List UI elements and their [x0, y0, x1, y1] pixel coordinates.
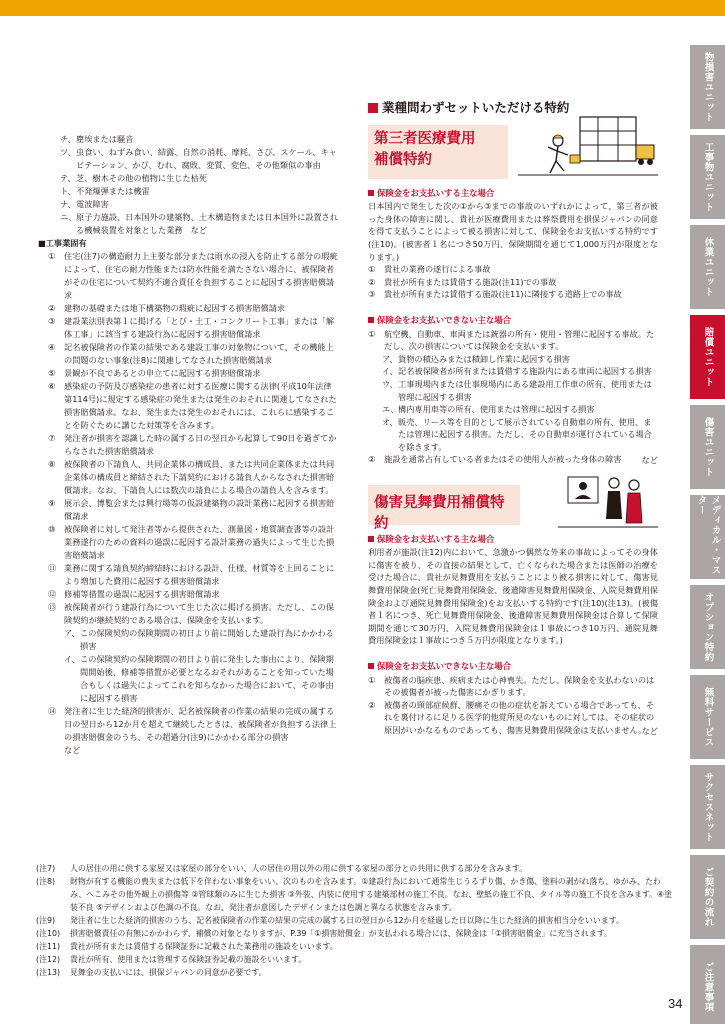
list-marker: ③ [48, 316, 56, 326]
side-tab-label: メディカル・マスター [695, 495, 721, 575]
list-marker: イ、 [382, 366, 398, 377]
box1-title: 第三者医療費用 補償特約 [368, 125, 508, 179]
footnote-label: (注7) [36, 864, 56, 873]
box1-nopay-heading: 保険金をお支払いできない主な場合 [368, 314, 658, 327]
top-color-bar [0, 0, 725, 16]
side-tab-label: ご契約の流れ [702, 867, 714, 927]
list-marker: ⑧ [48, 459, 56, 469]
side-tab-label: オプション特約 [702, 592, 714, 662]
footnote-text: 発注者に生じた経済的損害のうち、記名被保険者の作業の結果の完成の属する日の翌日から12か月を経過した日以降に生じた経済的損害相当分をいいます。 [70, 916, 624, 925]
list-item [48, 367, 338, 380]
box1-pay-text: 日本国内で発生した次の①から③までの事故のいずれかによって、第三者が被った身体の障害に関し、貴社が医療費用または葬祭費用を損保ジャパンの同意を得て支払うことによって被る損害に対して、保険金をお支払いする特約です(注10)。(被害者１名につき50万円、保険期間を通じて1,000万円が限度となります。) [368, 201, 658, 262]
list-marker: ⑥ [48, 381, 56, 391]
list-item [48, 497, 338, 523]
footnote-label: (注8) [36, 877, 56, 886]
list-text: 記名被保険者の作業の結果である建設工事の対象物について、その機能上の問題のない事象(注8)に関連してなされた損害賠償請求 [64, 342, 334, 365]
list-text: 被保険者の下請負人、共同企業体の構成員、または共同企業体または共同企業体の構成員と締結された下請契約における請負人からなされた損害賠償請求。なお、下請負人には数次の請負による場合の請負人を含みます。 [64, 459, 335, 495]
list-item [64, 627, 338, 653]
footnote-text: 貴社が所有または賃借する保険証券に記載された業務用の施設をいいます。 [70, 942, 338, 951]
list-marker: ア、 [382, 353, 398, 364]
box2-title-area [368, 485, 658, 532]
list-item [368, 674, 658, 699]
side-tab-label: 工事物ユニット [702, 142, 714, 212]
list-text: 発注者が損害を認識した時の属する日の翌日から起算して90日を過ぎてからなされた損害賠償請求 [64, 433, 337, 456]
list-item [382, 353, 658, 366]
list-text: 虫食い、ねずみ食い、結露、自然の消耗、摩耗、さび、スケール、キャビテーション、かび、むれ、腐敗、変質、変色、その他類似の事由 [76, 147, 337, 170]
footnote-row [36, 966, 676, 979]
list-marker: ④ [48, 342, 56, 352]
right-column [368, 102, 658, 737]
list-text: 工事現場内または仕事現場内にある建設用工作車の所有、使用または管理に起因する損害 [398, 378, 652, 402]
list-marker: ト、 [60, 186, 76, 196]
list-item [368, 699, 658, 737]
footnote-text: 財物が有する機能の喪失または低下を伴わない事象をいい、次のものを含みます。①建設行為において通常生じうるずり傷、かき傷、塗料の剥がれ落ち、ゆがみ、たわみ、へこみその他外観上の損傷等 ②管球類のみに生じた損害 ③外装、内装に使用する建築部材の施工不良。なお、壁紙の施工不良、タイル等の施工不良を含みます。④塗装不良 ⑤デザインおよび色調の不良。なお、発注者が意図したデザインまたは色調と異なる状態を含みます。 [70, 877, 672, 912]
construction-sub-list [38, 627, 338, 705]
footnote-row [36, 914, 676, 927]
item-14: ⑭ 発注者に生じた経済的損害が、記名被保険者の作業の結果の完成の属する日の翌日から12か月を超えて継続したときは、被保険者が負担する法律上の損害賠償金のうち、その超過分(注9)にかかわる部分の損害 など [48, 706, 363, 755]
footnote-row [36, 927, 676, 940]
footnote-label: (注10) [36, 929, 61, 938]
list-text: この保険契約の保険期間の初日より前に発生した事由により、保険期間開始後、修補等措置が必要となるおそれがあることを知っていた場合もしくは過失によってこれを知らなかった場合において、その事由に起因する損害 [80, 654, 334, 703]
footnote-text: 人の居住の用に供する家屋又は家屋の部分をいい、人の居住の用以外の用に供する家屋の部分との共用に供する部分を含みます。 [70, 864, 528, 873]
list-text: 電波障害 [76, 199, 109, 209]
box2-title: 傷害見舞費用補償特約 [368, 485, 520, 525]
list-text: 貴社の業務の遂行による事故 [384, 264, 491, 275]
list-text: 被保険者が行う建設行為について生じた次に掲げる損害。ただし、この保険契約が継続契約である場合は、保険金を支払います。 [64, 602, 335, 625]
footnote-text: 損害賠償責任の有無にかかわらず、補償の対象となりますが、P.39「①損害賠償金」が支払われる場合には、保険金は「①損害賠償金」に充当されます。 [70, 929, 612, 938]
list-item [64, 653, 338, 705]
list-text: 建物の基礎または地下構築物の瑕疵に起因する損害賠償請求 [64, 303, 286, 313]
list-marker: イ、 [64, 654, 80, 664]
list-item [48, 601, 338, 627]
side-tab-label: 賠償ユニット [702, 327, 714, 387]
footnote-row [36, 862, 676, 875]
side-tab-label: 傷害ユニット [702, 417, 714, 477]
square-bullet-icon [368, 663, 374, 669]
side-tab[interactable] [690, 405, 725, 489]
footnote-label: (注12) [36, 955, 61, 964]
box1-nado: など [641, 455, 658, 466]
list-item [368, 288, 658, 301]
list-item [60, 211, 338, 237]
list-text: 構内専用車等の所有、使用または管理に起因する損害 [398, 404, 595, 415]
side-tab[interactable] [690, 45, 725, 129]
list-text: 被傷者の頸部症候群、腰痛その他の症状を訴えている場合であっても、それを裏付けるに足りる医学的他覚所見のないものに対しては、その症状の原因がいかなるものであっても、傷害見舞費用保険金は支払いません。 [384, 699, 655, 735]
list-item [48, 250, 338, 302]
list-marker: ニ、 [60, 212, 77, 222]
list-text: 景観が不良であるとの申立てに起因する損害賠償請求 [64, 368, 261, 378]
footnote-row [36, 875, 676, 914]
list-text: 建設業法別表第１に掲げる「とび・土工・コンクリート工事」または「解体工事」に該当する建設行為に起因する損害賠償請求 [64, 316, 335, 339]
list-marker: ⑨ [48, 498, 56, 508]
list-text: 販売、リース等を目的として展示されている自動車の所有、使用、または管理に起因する損害。ただし、その自動車が運行されている場合を除きます。 [398, 416, 652, 452]
box1-nopay-item-1: ① 航空機、自動車、車両または銃器の所有・使用・管理に起因する事故。ただし、次の損害については保険金を支払います。 [368, 328, 655, 352]
list-marker: ウ、 [382, 378, 398, 389]
footnotes [36, 862, 676, 979]
left-column [38, 133, 363, 757]
side-tab[interactable] [690, 225, 725, 309]
footnote-label: (注13) [36, 968, 61, 977]
list-text: 貴社が所有または賃借する施設(注11)に隣接する道路上での事故 [384, 289, 622, 300]
box2-nopay-heading: 保険金をお支払いできない主な場合 [368, 660, 658, 673]
list-marker: ① [368, 674, 376, 685]
side-tab[interactable] [690, 315, 725, 399]
side-tab-label: 無料サービス [702, 687, 714, 747]
side-tab-label: 休業ユニット [702, 237, 714, 297]
box2-nopay-list [368, 674, 658, 737]
list-item [48, 341, 338, 367]
list-marker: ツ、 [60, 147, 76, 157]
list-text: 被傷者の脳疾患、疾病または心神喪失。ただし、保険金を支払わないのはその被傷者が被った傷害にかぎります。 [384, 674, 655, 698]
list-text: 被保険者に対して発注者等から提供された、測量図・地質調査書等の設計業務遂行のための資料の過誤に起因する設計業務の過失によって生じた損害賠償請求 [64, 524, 335, 560]
section-title-construction: ■工事業固有 [38, 238, 87, 248]
hospital-visit-illustration-icon [518, 467, 658, 537]
list-text: 展示会、博覧会または興行場等の仮設建築物の設計業務に起因する損害賠償請求 [64, 498, 335, 521]
side-tab[interactable] [690, 765, 725, 849]
list-text: 住宅(注7)の構造耐力上主要な部分または雨水の浸入を防止する部分の瑕疵によって、住宅の耐力性能または防水性能を満たさない場合に、被保険者がその住宅について契約不適合責任を負担することに起因する損害賠償請求 [64, 251, 338, 300]
list-text: 原子力施設、日本国外の建築物、土木構造物または日本国外に設置される機械装置を対象とした業務 など [76, 212, 339, 235]
list-marker: ナ、 [60, 199, 76, 209]
list-marker: チ、 [60, 134, 76, 144]
list-item [48, 458, 338, 497]
box2-pay-heading: 保険金をお支払いする主な場合 [368, 533, 658, 546]
list-text: 修補等措置の過誤に起因する損害賠償請求 [64, 589, 220, 599]
list-item [60, 133, 338, 146]
list-item [368, 263, 658, 276]
construction-site-illustration-icon [518, 111, 658, 181]
side-tab[interactable] [690, 135, 725, 219]
footnote-label: (注11) [36, 942, 61, 951]
square-bullet-icon [368, 190, 374, 196]
list-marker: ア、 [64, 628, 80, 638]
side-tab-label: サクセスネット [702, 772, 714, 842]
side-tab-label: 物損害ユニット [702, 52, 714, 122]
box1-pay-heading: 保険金をお支払いする主な場合 [368, 187, 658, 200]
list-marker: ① [368, 264, 376, 275]
list-marker: ② [48, 303, 56, 313]
list-text: 感染症の予防及び感染症の患者に対する医療に関する法律(平成10年法律第114号)に規定する感染症の発生または発生のおそれに関連してなされた損害賠償請求。なお、発生または発生のおそれには、これらに感染することを防ぐために講じた対策等を含みます。 [64, 381, 337, 430]
side-tab[interactable] [690, 945, 725, 1024]
list-marker: ⑦ [48, 433, 56, 443]
footnote-text: 見舞金の支払いには、損保ジャパンの同意が必要です。 [70, 968, 267, 977]
list-marker: ⑤ [48, 368, 56, 378]
list-text: 貴社が所有または賃借する施設(注11)での事故 [384, 276, 557, 287]
square-bullet-icon [368, 536, 374, 542]
list-marker: ⑩ [48, 524, 56, 534]
list-marker: ① [48, 251, 56, 261]
list-item [48, 432, 338, 458]
list-item [382, 416, 658, 454]
main-heading: 業種問わずセットいただける特約 [368, 102, 658, 115]
side-tab[interactable] [690, 855, 725, 939]
list-marker: ② [368, 699, 376, 710]
list-item [48, 302, 338, 315]
side-tab-label: ご注意事項 [702, 962, 714, 1012]
list-item [60, 146, 338, 172]
list-item [382, 403, 658, 416]
continued-exclusion-list [38, 133, 338, 237]
list-marker: ⑪ [48, 563, 57, 573]
footnote-row [36, 940, 676, 953]
box1-nopay-sub-list [368, 353, 658, 454]
list-item [382, 365, 658, 378]
box1-nopay-item-2: ② 施設を通常占有している者またはその使用人が被った身体の障害 [368, 454, 622, 465]
list-item [60, 172, 338, 185]
side-tab[interactable] [690, 585, 725, 669]
list-item [48, 380, 338, 432]
box2-nado: など [641, 725, 658, 736]
list-item [48, 562, 338, 588]
box1-title-area [368, 125, 658, 179]
list-text: 不発爆弾または機雷 [76, 186, 150, 196]
list-item [382, 378, 658, 403]
footnote-text: 貴社が所有、使用または管理する保険証券記載の施設をいいます。 [70, 955, 307, 964]
list-item [368, 276, 658, 289]
list-marker: ⑫ [48, 589, 57, 599]
list-marker: オ、 [382, 416, 398, 427]
square-bullet-icon [368, 103, 378, 113]
list-marker: ② [368, 276, 376, 287]
list-text: 貨物の積込みまたは積卸し作業に起因する損害 [398, 353, 570, 364]
list-text: この保険契約の保険期間の初日より前に開始した建設行為にかかわる損害 [80, 628, 334, 651]
list-text: 記名被保険者が所有または賃借する施設内にある車両に起因する損害 [398, 366, 652, 377]
box2-pay-text: 利用者が施設(注12)内において、急激かつ偶然な外来の事故によってその身体に傷害を被り、その直接の結果として、亡くなられた場合または医師の治療を受けた場合に、貴社が見舞費用を支払うことにより被る損害に対して、傷害見舞費用保険金(死亡見舞費用保険金、後遺障害見舞費用保険金、入院見舞費用保険金および通院見舞費用保険金)をお支払いする特約です(注10)(注13)。(被傷者１名につき、死亡見舞費用保険金、後遺障害見舞費用保険金は合算して保険期間を通じて30万円、入院見舞費用保険金は１事故につき10万円、通院見舞費用保険金は１事故につき５万円が限度となります。) [368, 547, 658, 646]
list-text: 芝、樹木その他の植物に生じた枯死 [76, 173, 208, 183]
footnote-row [36, 953, 676, 966]
box1-pay-list [368, 263, 658, 301]
construction-exclusion-list [38, 250, 338, 627]
list-item [48, 315, 338, 341]
square-bullet-icon [368, 317, 374, 323]
footnote-label: (注9) [36, 916, 56, 925]
list-marker: ③ [368, 289, 376, 300]
list-item [48, 588, 338, 601]
list-item [60, 198, 338, 211]
list-marker: エ、 [382, 404, 399, 415]
list-item [48, 523, 338, 562]
list-text: 業務に関する請負契約締結時における設計、仕様、材質等を上回ることにより増加した費用に起因する損害賠償請求 [64, 563, 335, 586]
list-item [60, 185, 338, 198]
list-text: 塵埃または騒音 [76, 134, 134, 144]
side-tab[interactable] [690, 495, 725, 579]
side-tab[interactable] [690, 675, 725, 759]
list-marker: ⑬ [48, 602, 57, 612]
page-number: 34 [668, 996, 683, 1011]
list-marker: テ、 [60, 173, 76, 183]
